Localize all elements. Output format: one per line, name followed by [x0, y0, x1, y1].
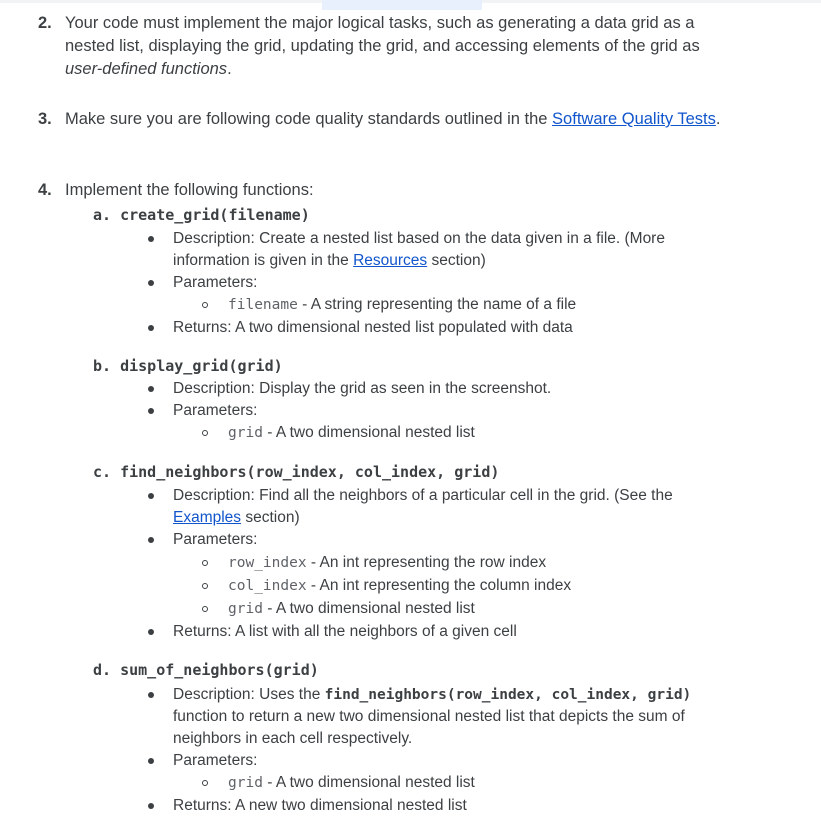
circle-bullet-icon [202, 560, 208, 566]
bullet-icon [148, 493, 154, 499]
bullet-icon [148, 803, 154, 809]
function-heading-display-grid: b. display_grid(grid) [93, 357, 283, 375]
text-part: - A string representing the name of a file [297, 296, 577, 313]
text-part: Parameters: [173, 274, 258, 291]
examples-link[interactable]: Examples [173, 509, 242, 526]
text-part: Description: Find all the neighbors of a particular cell in the grid. (See the [173, 487, 673, 504]
resources-link[interactable]: Resources [353, 252, 428, 269]
software-quality-tests-link[interactable]: Software Quality Tests [552, 110, 716, 128]
emphasis-text: user-defined functions [65, 60, 228, 78]
text-part: Your code must implement the major logical tasks, such as generating a data grid as a nested list, displaying the grid, updating the grid, and accessing elements of the grid as [65, 14, 700, 55]
bullet-description [173, 485, 733, 529]
text-part: Parameters: [173, 531, 258, 548]
code-text: col_index [228, 578, 307, 594]
list-number: 2. [38, 14, 52, 32]
code-text: grid [228, 425, 263, 441]
text-part: Description: Create a nested list based on the data given in a file. (More information is given in the [173, 230, 665, 269]
bullet-parameters [173, 272, 733, 294]
circle-bullet-icon [202, 583, 208, 589]
text-part: Returns: A list with all the neighbors of a given cell [173, 623, 517, 640]
bullet-icon [148, 236, 154, 242]
bullet-icon [148, 758, 154, 764]
function-heading-sum-of-neighbors: d. sum_of_neighbors(grid) [93, 661, 319, 679]
circle-bullet-icon [202, 606, 208, 612]
circle-bullet-icon [202, 780, 208, 786]
list-number: 3. [38, 110, 52, 128]
text-part: - An int representing the column index [306, 577, 572, 594]
text-part: - An int representing the row index [306, 554, 547, 571]
text-part: function to return a new two dimensional nested list that depicts the sum of neighbors in each cell respectively. [173, 708, 685, 747]
list-number: 4. [38, 181, 52, 199]
bullet-icon [148, 280, 154, 286]
list-text [65, 108, 725, 131]
text-part: Returns: A two dimensional nested list populated with data [173, 319, 573, 336]
text-part: . [227, 60, 232, 78]
code-text: grid [228, 601, 263, 617]
text-part: Returns: A new two dimensional nested list [173, 797, 467, 814]
circle-bullet-icon [202, 302, 208, 308]
function-heading-create-grid: a. create_grid(filename) [93, 206, 310, 224]
bullet-parameters [173, 400, 733, 422]
code-text: row_index [228, 555, 307, 571]
bullet-description [173, 378, 733, 400]
bullet-returns [173, 795, 733, 817]
bullet-returns [173, 621, 733, 643]
text-part: section) [241, 509, 300, 526]
bullet-icon [148, 537, 154, 543]
sub-bullet-param [228, 422, 748, 444]
text-part: - A two dimensional nested list [262, 774, 475, 791]
sub-bullet-param [228, 598, 748, 620]
text-part: Parameters: [173, 402, 258, 419]
text-part: section) [427, 252, 486, 269]
bullet-icon [148, 692, 154, 698]
sub-bullet-param [228, 575, 748, 597]
text-part: . [715, 110, 721, 128]
text-part: - A two dimensional nested list [262, 424, 475, 441]
bullet-icon [148, 386, 154, 392]
bullet-icon [148, 408, 154, 414]
top-tab-highlight [322, 0, 482, 10]
bullet-parameters [173, 529, 733, 551]
code-text: find_neighbors(row_index, col_index, grid) [324, 687, 692, 703]
bullet-icon [148, 629, 154, 635]
code-text: grid [228, 775, 263, 791]
sub-bullet-param [228, 294, 748, 316]
list-text: Implement the following functions: [65, 181, 314, 199]
bullet-icon [148, 325, 154, 331]
circle-bullet-icon [202, 430, 208, 436]
text-part: Parameters: [173, 752, 258, 769]
function-heading-find-neighbors: c. find_neighbors(row_index, col_index, grid) [93, 463, 500, 481]
bullet-parameters [173, 750, 733, 772]
sub-bullet-param [228, 772, 748, 794]
text-part: - A two dimensional nested list [262, 600, 475, 617]
bullet-description [173, 684, 733, 750]
text-part: Description: Uses the [173, 686, 325, 703]
list-text [65, 12, 725, 81]
text-part: Description: Display the grid as seen in the screenshot. [173, 380, 552, 397]
text-part: Make sure you are following code quality standards outlined in the [65, 110, 553, 128]
bullet-description [173, 228, 733, 272]
sub-bullet-param [228, 552, 748, 574]
code-text: filename [228, 297, 298, 313]
bullet-returns [173, 317, 733, 339]
